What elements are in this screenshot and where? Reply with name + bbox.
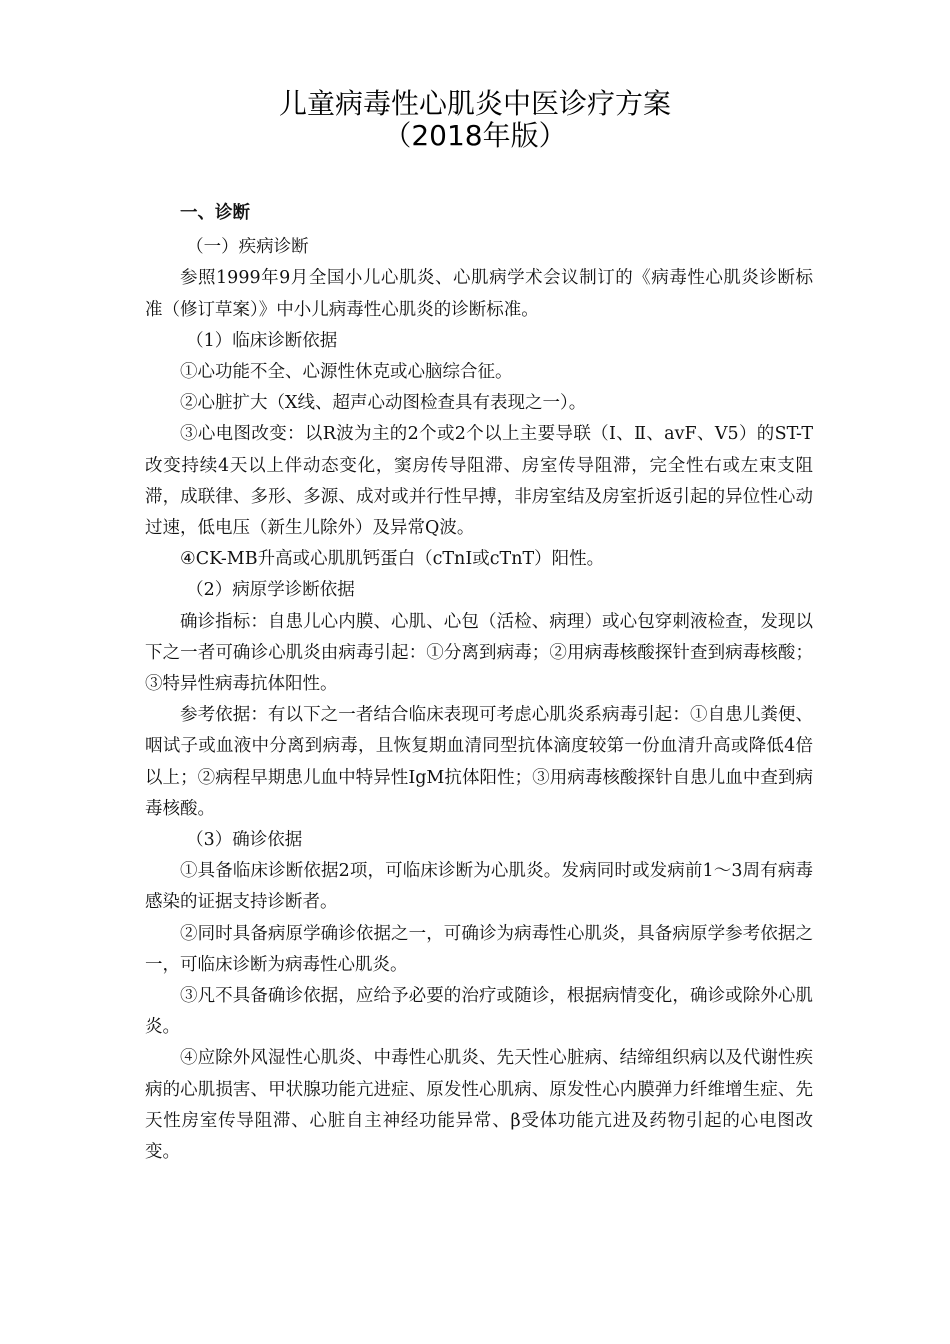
reference-paragraph: 参照1999年9月全国小儿心肌炎、心肌病学术会议制订的《病毒性心肌炎诊断标准（修订草案）》中小儿病毒性心肌炎的诊断标准。 bbox=[145, 268, 813, 320]
confirmation-criteria-item: ②同时具备病原学确诊依据之一，可确诊为病毒性心肌炎，具备病原学参考依据之一，可临床诊断为病毒性心肌炎。 bbox=[145, 923, 813, 975]
document-title: 儿童病毒性心肌炎中医诊疗方案 bbox=[278, 87, 671, 120]
confirmation-criteria-item: ③凡不具备确诊依据，应给予必要的治疗或随诊，根据病情变化，确诊或除外心肌炎。 bbox=[145, 986, 813, 1038]
clinical-criteria-item: ②心脏扩大（X线、超声心动图检查具有表现之一）。 bbox=[180, 393, 587, 414]
etiology-reference-paragraph: 参考依据：有以下之一者结合临床表现可考虑心肌炎系病毒引起：①自患儿粪便、咽试子或血液中分离到病毒，且恢复期血清同型抗体滴度较第一份血清升高或降低4倍以上；②病程早期患儿血中特异性IgM抗体阳性；③用病毒核酸探针自患儿血中查到病毒核酸。 bbox=[145, 705, 813, 819]
confirmation-criteria-item: ④应除外风湿性心肌炎、中毒性心肌炎、先天性心脏病、结缔组织病以及代谢性疾病的心肌损害、甲状腺功能亢进症、原发性心肌病、原发性心内膜弹力纤维增生症、先天性房室传导阻滞、心脏自主神经功能异常、β受体功能亢进及药物引起的心电图改变。 bbox=[145, 1048, 813, 1163]
clinical-criteria-heading: （1）临床诊断依据 bbox=[186, 330, 338, 351]
etiology-confirm-paragraph: 确诊指标：自患儿心内膜、心肌、心包（活检、病理）或心包穿刺液检查，发现以下之一者可确诊心肌炎由病毒引起：①分离到病毒；②用病毒核酸探针查到病毒核酸；③特异性病毒抗体阳性。 bbox=[145, 611, 813, 695]
subsection-heading-disease-diagnosis: （一）疾病诊断 bbox=[186, 237, 309, 258]
clinical-criteria-item: ①心功能不全、心源性休克或心脑综合征。 bbox=[180, 362, 513, 383]
clinical-criteria-item: ③心电图改变：以R波为主的2个或2个以上主要导联（Ⅰ、Ⅱ、avF、V5）的ST-T改变持续4天以上伴动态变化，窦房传导阻滞、房室传导阻滞，完全性右或左束支阻滞，成联律、多形、多源、成对或并行性早搏，非房室结及房室折返引起的异位性心动过速，低电压（新生儿除外）及异常Q波。 bbox=[145, 424, 813, 539]
section-heading-diagnosis: 一、诊断 bbox=[180, 203, 250, 223]
confirmation-criteria-heading: （3）确诊依据 bbox=[186, 830, 303, 851]
document-subtitle: （2018年版） bbox=[383, 119, 567, 152]
etiology-criteria-heading: （2）病原学诊断依据 bbox=[186, 580, 355, 601]
document-body bbox=[145, 198, 813, 1168]
confirmation-criteria-item: ①具备临床诊断依据2项，可临床诊断为心肌炎。发病同时或发病前1～3周有病毒感染的证据支持诊断者。 bbox=[145, 861, 813, 913]
clinical-criteria-item: ④CK-MB升高或心肌肌钙蛋白（cTnI或cTnT）阳性。 bbox=[180, 549, 605, 570]
